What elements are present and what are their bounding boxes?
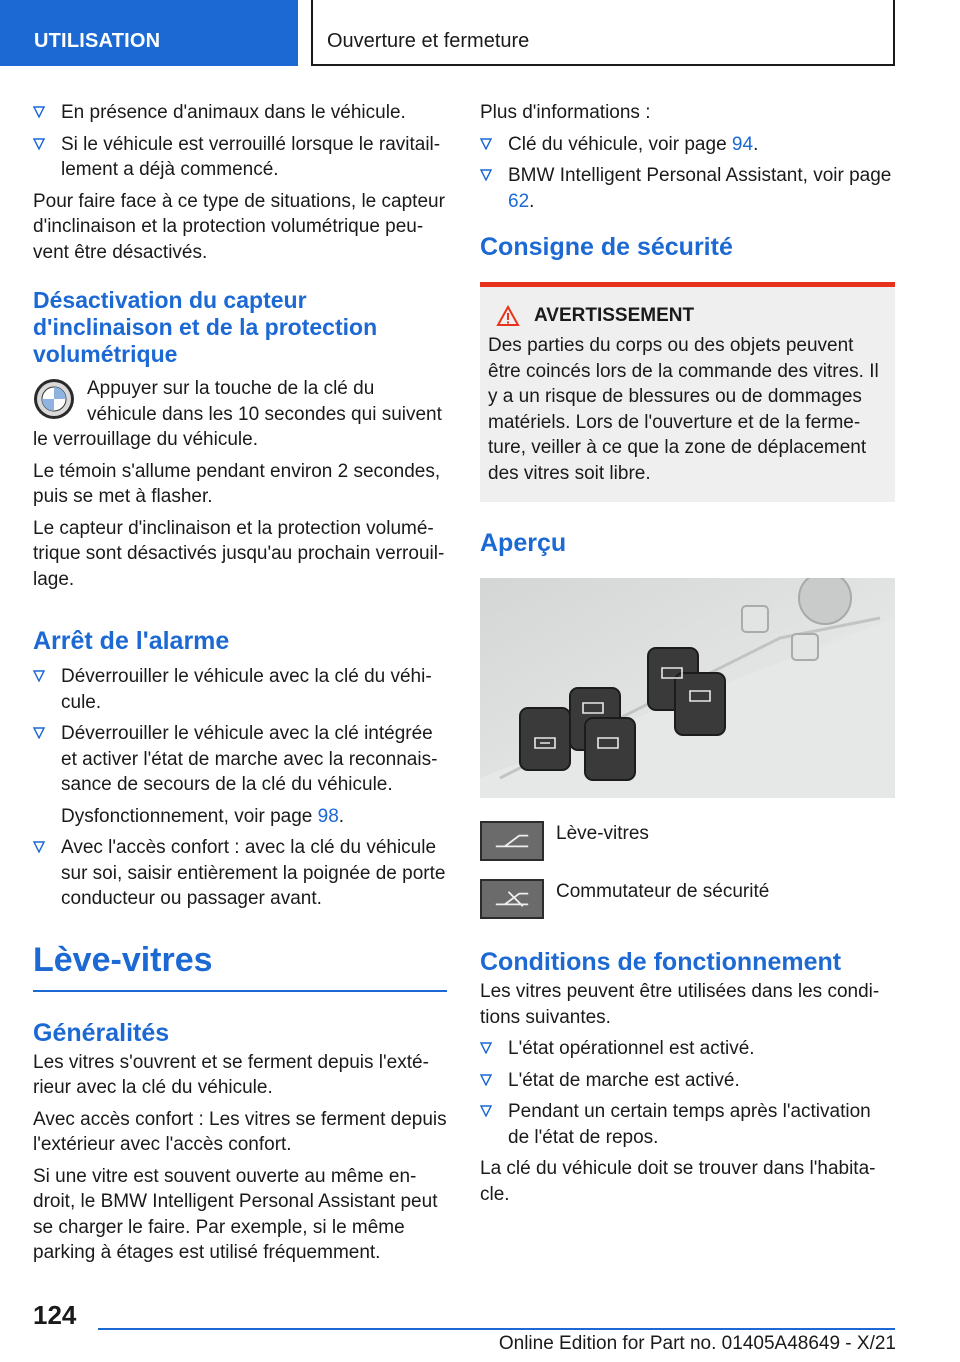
warning-box (480, 282, 895, 502)
page-link-98[interactable]: 98 (317, 805, 339, 827)
list-item: L'état opérationnel est activé. (480, 1036, 895, 1062)
list-item: Pendant un certain temps après l'activation de l'état de repos. (480, 1099, 895, 1150)
bullet-triangle-icon (33, 138, 45, 150)
heading-desactivation: Désactivation du capteur d'inclinaison et de la protection volumétrique (33, 287, 378, 367)
list-item: BMW Intelligent Personal Assistant, voir page 62. (480, 163, 895, 214)
header-section-tab (0, 0, 298, 66)
paragraph: Plus d'informations : (480, 102, 651, 123)
bullet-list-arret (33, 664, 447, 798)
bullet-triangle-icon (480, 138, 492, 150)
paragraph: Les vitres peuvent être utilisées dans les conditions suivantes. (480, 981, 880, 1028)
window-lift-icon (480, 821, 544, 861)
bullet-triangle-icon (480, 169, 492, 181)
window-switch-photo (480, 578, 895, 798)
bmw-logo-icon (33, 378, 75, 420)
header-section-label: UTILISATION (34, 30, 161, 52)
heading-leve-vitres: Lève-vitres (33, 940, 447, 992)
page-link-62[interactable]: 62 (508, 190, 530, 212)
paragraph: Le capteur d'inclinaison et la protection volumétrique sont désactivés jusqu'au prochain verrouillage. (33, 517, 445, 590)
legend-label-safety-switch: Commutateur de sécurité (556, 881, 770, 902)
bullet-triangle-icon (33, 106, 45, 118)
dysfonctionnement-ref: Dysfonctionnement, voir page 98. (61, 805, 345, 827)
bullet-triangle-icon (480, 1042, 492, 1054)
warning-title: AVERTISSEMENT (488, 305, 887, 327)
footer-divider (98, 1328, 895, 1330)
page-link-94[interactable]: 94 (731, 133, 754, 155)
list-item: L'état de marche est activé. (480, 1068, 895, 1094)
warning-text: Des parties du corps ou des objets peuvent être coincés lors de la commande des vitres. Il y a un risque de blessures ou de dommages matériels. Lors de l'ouverture et de la fermeture, veiller à ce que la zone de déplacement des vitres soit libre. (488, 335, 879, 484)
right-column (480, 100, 895, 1213)
paragraph: Si une vitre est souvent ouverte au même endroit, le BMW Intelligent Personal Assistant peut se charger le faire. Par exemple, si le même parking à étages est utilisé fréquemment. (33, 1165, 438, 1263)
heading-arret-alarme: Arrêt de l'alarme (33, 627, 230, 655)
list-item: Déverrouiller le véhicule avec la clé intégrée et activer l'état de marche avec la reconnaissance de secours de la clé du véhicule. (33, 721, 447, 798)
header-chapter-box (311, 0, 895, 66)
legend-row-window-lift (480, 821, 895, 861)
safety-switch-icon (480, 879, 544, 919)
header-chapter-label: Ouverture et fermeture (327, 30, 530, 52)
heading-generalites: Généralités (33, 1018, 170, 1047)
footer-edition: Online Edition for Part no. 01405A48649 - X/21 (498, 1333, 896, 1354)
legend-row-safety-switch (480, 879, 895, 919)
list-item: Si le véhicule est verrouillé lorsque le ravitaillement a déjà commencé. (33, 132, 447, 183)
paragraph: Pour faire face à ce type de situations, le capteur d'inclinaison et la protection volumétrique peuvent être désactivés. (33, 190, 445, 263)
bullet-list-arret-2 (33, 835, 447, 912)
bullet-triangle-icon (33, 727, 45, 739)
list-item: Déverrouiller le véhicule avec la clé du véhicule. (33, 664, 447, 715)
legend-label-window-lift: Lève-vitres (556, 823, 649, 844)
bullet-triangle-icon (33, 841, 45, 853)
list-item: Avec l'accès confort : avec la clé du véhicule sur soi, saisir entièrement la poignée de porte conducteur ou passager avant. (33, 835, 447, 912)
bullet-triangle-icon (480, 1074, 492, 1086)
bullet-list-top (33, 100, 447, 183)
paragraph: Les vitres s'ouvrent et se ferment depuis l'extérieur avec la clé du véhicule. (33, 1051, 429, 1098)
heading-conditions: Conditions de fonctionnement (480, 948, 842, 976)
list-item: En présence d'animaux dans le véhicule. (33, 100, 447, 126)
bullet-triangle-icon (480, 1105, 492, 1117)
heading-apercu: Aperçu (480, 529, 567, 557)
bullet-triangle-icon (33, 670, 45, 682)
warning-triangle-icon (496, 305, 520, 327)
paragraph: Avec accès confort : Les vitres se ferment depuis l'extérieur avec l'accès confort. (33, 1108, 447, 1155)
bullet-list-info (480, 132, 895, 215)
list-item: Clé du véhicule, voir page 94. (480, 132, 895, 158)
bullet-list-conditions (480, 1036, 895, 1150)
paragraph: La clé du véhicule doit se trouver dans l'habitacle. (480, 1158, 876, 1205)
paragraph-key: Appuyer sur la touche de la clé du véhicule dans les 10 secondes qui suivent le verrouillage du véhicule. (33, 378, 442, 450)
left-column (33, 100, 447, 1272)
page-number: 124 (33, 1300, 77, 1330)
paragraph: Le témoin s'allume pendant environ 2 secondes, puis se met à flasher. (33, 460, 441, 507)
heading-consigne: Consigne de sécurité (480, 233, 733, 261)
